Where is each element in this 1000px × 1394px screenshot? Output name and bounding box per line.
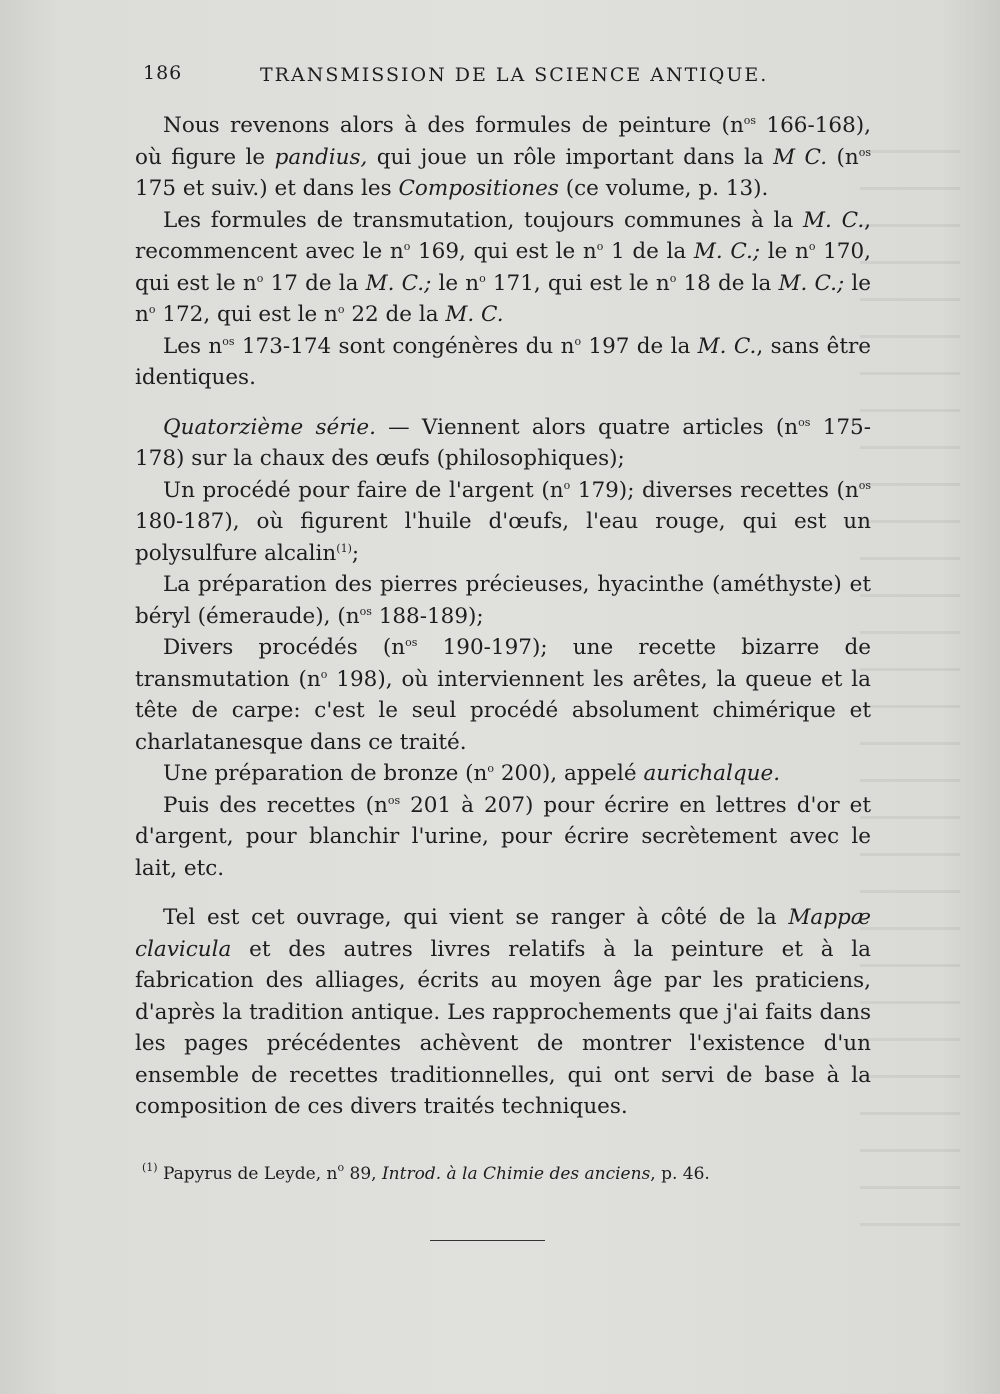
footnote-ref[interactable]: (1)	[336, 541, 352, 555]
text-run: 173-174 sont congénères du n	[234, 333, 575, 359]
italic-run: M. C.	[445, 302, 504, 327]
footnote-marker: (1)	[142, 1161, 158, 1174]
superscript: o	[669, 271, 677, 285]
paragraph-5	[135, 475, 871, 570]
superscript: o	[403, 240, 411, 253]
text-run: 175-178) sur la chaux des œufs (philosophiques);	[135, 414, 871, 471]
text-run: , recommencent avec le n	[135, 207, 872, 264]
text-run: 201 à 207) pour écrire en lettres d'or et d'argent, pour blanchir l'urine, pour écrire secrètement avec le lait, etc.	[135, 792, 871, 881]
paragraph-7	[135, 632, 871, 758]
text-run: 175 et suiv.) et dans les	[135, 176, 399, 201]
text-run: , sans être identiques.	[135, 333, 872, 390]
text-run: et des autres livres relatifs à la peinture et à la fabrication des alliages, écrits au moyen âge par les praticiens, d'après la tradition antique. Les rapprochements que j'ai faits dans les pages précédentes achèvent de montrer l'existence d'un ensemble de recettes traditionnelles, qui ont servi de base à la composition de ces divers traités techniques.	[135, 936, 871, 1119]
italic-run: M. C.;	[778, 270, 845, 296]
superscript: os	[858, 478, 871, 492]
text-run: Papyrus de Leyde, n	[157, 1164, 338, 1184]
text-run: 200), appelé	[494, 761, 644, 786]
text-run: 169, qui est le n	[410, 239, 597, 264]
superscript: o	[256, 271, 264, 285]
italic-run: aurichalque.	[643, 761, 781, 786]
text-run: Un procédé pour faire de l'argent (n	[163, 477, 564, 503]
text-run: La préparation des pierres précieuses, hyacinthe (améthyste) et béryl (émeraude), (n	[135, 572, 871, 629]
superscript: o	[574, 334, 582, 348]
text-run: 179); diverses recettes (n	[570, 477, 859, 503]
text-run: 188-189);	[371, 603, 484, 629]
footnote	[142, 1161, 862, 1184]
text-run: , p. 46.	[650, 1164, 710, 1184]
italic-run: M C.	[773, 144, 828, 170]
paragraph-3	[135, 331, 871, 394]
text-run: le n	[431, 270, 480, 296]
text-run: 22 de la	[344, 302, 446, 327]
text-run: 180-187), où figurent l'huile d'œufs, l'eau rouge, qui est un polysulfure alcalin	[135, 509, 871, 566]
italic-run: M. C.;	[693, 239, 761, 264]
italic-run: Introd. à la Chimie des anciens	[381, 1164, 651, 1184]
text-run: ;	[351, 540, 360, 566]
text-run: Une préparation de bronze (n	[163, 761, 488, 786]
text-run: 172, qui est le n	[155, 302, 338, 327]
superscript: os	[743, 114, 757, 127]
body-text	[135, 110, 871, 1123]
text-run: 190-197); une recette bizarre de transmutation (n	[135, 635, 872, 692]
superscript: o	[337, 303, 345, 316]
text-run: le n	[760, 239, 809, 264]
superscript: os	[359, 604, 372, 618]
text-run: — Viennent alors quatre articles (n	[375, 414, 799, 440]
superscript: o	[479, 271, 486, 285]
section-gap	[135, 884, 871, 902]
superscript: o	[808, 240, 816, 253]
superscript: o	[320, 667, 328, 681]
section-heading: Quatorzième série.	[163, 414, 376, 440]
superscript: os	[387, 793, 401, 807]
paragraph-10	[135, 902, 871, 1123]
paragraph-9	[135, 790, 871, 885]
text-run: 198), où interviennent les arêtes, la queue et la tête de carpe: c'est le seul procédé absolument chimérique et charlatanesque dans ce traité.	[135, 666, 871, 755]
text-run: (n	[827, 144, 859, 170]
paragraph-2	[135, 205, 871, 331]
paragraph-4	[135, 412, 871, 475]
text-run: 171, qui est le n	[485, 270, 670, 296]
page-number: 186	[143, 62, 183, 84]
running-title: TRANSMISSION DE LA SCIENCE ANTIQUE.	[260, 64, 769, 86]
paragraph-6	[135, 569, 871, 632]
italic-run: Mappæ clavicula	[135, 905, 871, 962]
text-run: Puis des recettes (n	[163, 792, 388, 818]
text-run: Tel est cet ouvrage, qui vient se ranger à côté de la	[163, 905, 789, 930]
text-run: 17 de la	[263, 270, 366, 296]
text-run: (ce volume, p. 13).	[558, 176, 769, 201]
superscript: o	[487, 762, 495, 775]
paragraph-8	[135, 758, 871, 790]
text-run: Les formules de transmutation, toujours communes à la	[163, 207, 804, 233]
superscript: o	[563, 478, 571, 492]
text-run: Nous revenons alors à des formules de peinture (n	[163, 113, 744, 138]
superscript: os	[405, 636, 418, 649]
text-run: 89,	[344, 1164, 382, 1184]
superscript: o	[337, 1161, 345, 1174]
superscript: os	[798, 415, 811, 429]
end-rule	[430, 1240, 545, 1241]
italic-run: M. C.;	[365, 270, 432, 296]
italic-run: M. C.	[803, 207, 865, 233]
text-run: 166-168), où figure le	[135, 113, 871, 170]
text-run: 170, qui est le n	[135, 239, 872, 296]
paragraph-1	[135, 110, 871, 205]
text-run: 197 de la	[581, 333, 698, 359]
italic-run: Compositiones	[398, 176, 559, 201]
text-run: Divers procédés (n	[163, 635, 406, 660]
superscript: os	[222, 334, 235, 348]
section-gap	[135, 394, 871, 412]
text-run: le n	[135, 270, 871, 327]
italic-run: M. C.	[697, 333, 757, 359]
text-run: qui joue un rôle important dans la	[367, 144, 774, 170]
italic-run: pandius,	[274, 144, 368, 170]
superscript: o	[596, 240, 604, 253]
superscript: os	[858, 145, 871, 159]
superscript: o	[148, 303, 156, 316]
text-run: 1 de la	[603, 239, 694, 264]
text-run: 18 de la	[676, 270, 779, 296]
show-through-texture	[860, 150, 990, 1250]
text-run: Les n	[163, 333, 223, 359]
